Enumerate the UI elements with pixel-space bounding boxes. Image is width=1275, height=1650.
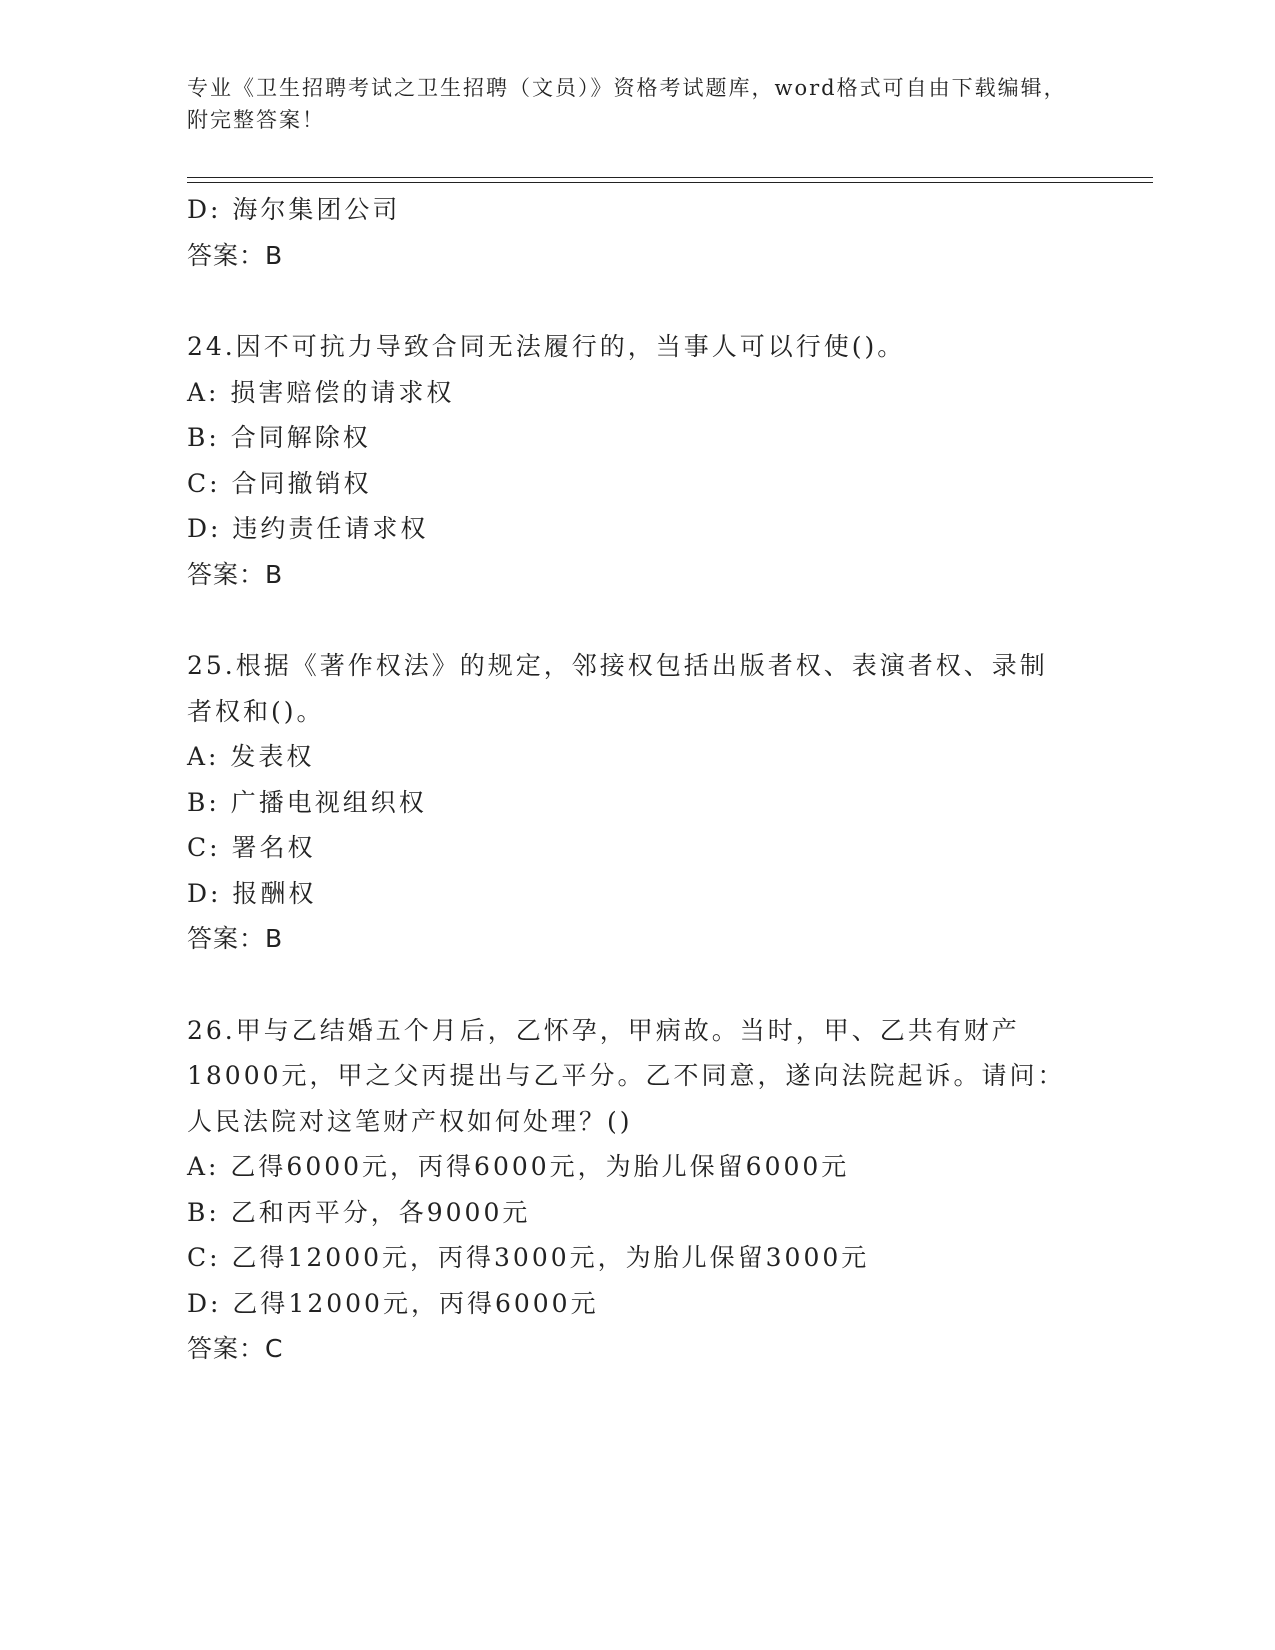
option-b: B: 广播电视组织权 — [187, 787, 427, 817]
question-answer: 答案：C — [187, 1334, 284, 1363]
question-answer: 答案：B — [187, 924, 284, 953]
option-d: D: 报酬权 — [187, 878, 317, 908]
question-answer: 答案：B — [187, 559, 284, 589]
option-c: C: 署名权 — [187, 833, 316, 862]
prev-question-answer: 答案：B — [187, 240, 284, 270]
option-c: C: 乙得12000元，丙得3000元，为胎儿保留3000元 — [187, 1243, 870, 1272]
question-stem: 25.根据《著作权法》的规定，邻接权包括出版者权、表演者权、录制者权和()。 — [187, 651, 1048, 726]
question-24 — [187, 324, 1087, 597]
option-d: D: 乙得12000元，丙得6000元 — [187, 1288, 599, 1318]
question-content — [187, 187, 1087, 1372]
question-25 — [187, 643, 1087, 962]
spacer — [187, 597, 1087, 643]
question-26 — [187, 1008, 1087, 1372]
option-b: B: 乙和丙平分，各9000元 — [187, 1197, 531, 1227]
spacer — [187, 278, 1087, 324]
option-c: C: 合同撤销权 — [187, 468, 372, 498]
spacer — [187, 962, 1087, 1008]
header-divider-bottom — [187, 182, 1153, 183]
prev-question-option-d: D: 海尔集团公司 — [187, 195, 401, 224]
option-a: A: 发表权 — [187, 742, 315, 771]
option-b: B: 合同解除权 — [187, 423, 371, 452]
option-d: D: 违约责任请求权 — [187, 514, 429, 543]
option-a: A: 损害赔偿的请求权 — [187, 377, 455, 407]
header-divider-top — [187, 177, 1153, 178]
option-a: A: 乙得6000元，丙得6000元，为胎儿保留6000元 — [187, 1152, 850, 1181]
question-stem: 26.甲与乙结婚五个月后，乙怀孕，甲病故。当时，甲、乙共有财产18000元，甲之父丙提出与乙平分。乙不同意，遂向法院起诉。请问：人民法院对这笔财产权如何处理？() — [187, 1015, 1066, 1136]
document-header: 专业《卫生招聘考试之卫生招聘（文员）》资格考试题库，word格式可自由下载编辑，附完整答案！ — [187, 76, 1067, 132]
question-stem: 24.因不可抗力导致合同无法履行的，当事人可以行使()。 — [187, 332, 906, 361]
